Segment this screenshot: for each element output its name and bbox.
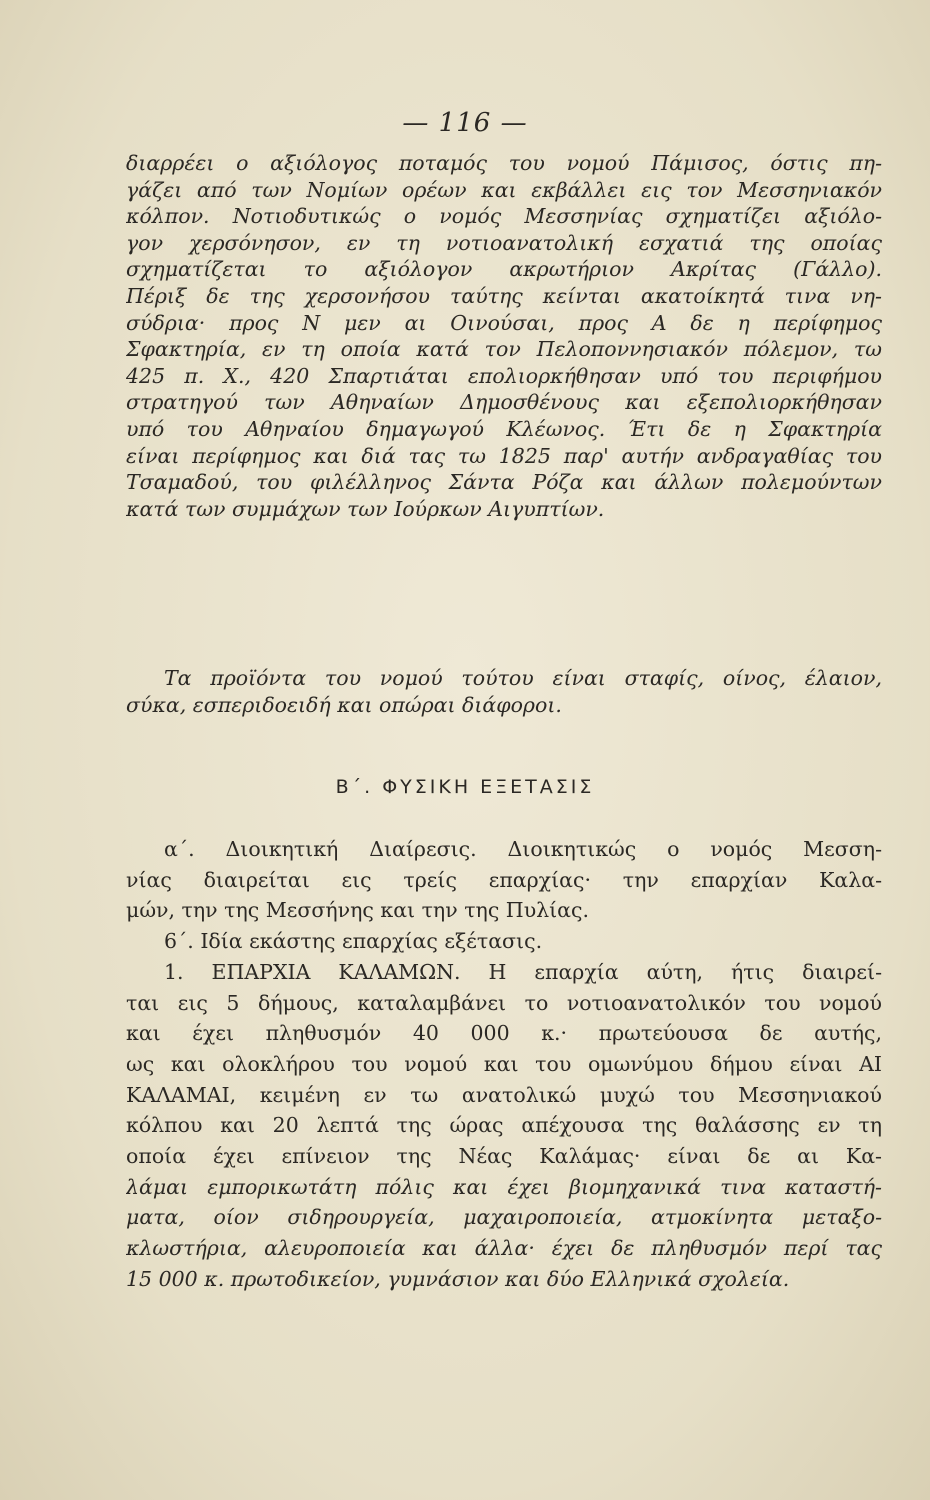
- text-line: ματα, οίον σιδηρουργεία, μαχαιροποιεία, ατμοκίνητα μεταξο-: [126, 1205, 882, 1230]
- text-line: διαρρέει ο αξιόλογος ποταμός του νομού Πάμισος, όστις πη-: [126, 151, 882, 175]
- text-line: κόλπου και 20 λεπτά της ώρας απέχουσα της θαλάσσης εν τη: [126, 1113, 882, 1138]
- page-number: — 116 —: [402, 108, 528, 138]
- text-line: σύδρια· προς Ν μεν αι Οινούσαι, προς Α δε η περίφημος: [126, 310, 882, 335]
- text-line: κόλπον. Νοτιοδυτικώς ο νομός Μεσσηνίας σχηματίζει αξιόλο-: [126, 204, 882, 229]
- text-line: γον χερσόνησον, εν τη νοτιοανατολική εσχατιά της οποίας: [126, 230, 882, 255]
- text-line: είναι περίφημος και διά τας τω 1825 παρ' αυτήν ανδραγαθίας του: [126, 443, 882, 468]
- text-line: Πέριξ δε της χερσονήσου ταύτης κείνται ακατοίκητά τινα νη-: [126, 283, 882, 308]
- text-line: 15 000 κ. πρωτοδικείον, γυμνάσιον και δύο Ελληνικά σχολεία.: [126, 1266, 790, 1291]
- text-line: Τα προϊόντα του νομού τούτου είναι σταφίς, οίνος, έλαιον,: [164, 666, 882, 690]
- text-line: σύκα, εσπεριδοειδή και οπώραι διάφοροι.: [126, 692, 562, 717]
- section-heading: Β΄. ΦΥΣΙΚΗ ΕΞΕΤΑΣΙΣ: [335, 776, 595, 798]
- text-line: γάζει από των Νομίων ορέων και εκβάλλει εις τον Μεσσηνιακόν: [126, 177, 882, 202]
- text-line: νίας διαιρείται εις τρείς επαρχίας· την επαρχίαν Καλα-: [126, 867, 882, 892]
- text-line: στρατηγού των Αθηναίων Δημοσθένους και εξεπολιορκήθησαν: [126, 390, 882, 415]
- text-line: και έχει πληθυσμόν 40 000 κ.· πρωτεύουσα δε αυτής,: [126, 1021, 882, 1046]
- section-2-body: [126, 834, 882, 1295]
- text-line: οποία έχει επίνειον της Νέας Καλάμας· είναι δε αι Κα-: [126, 1144, 882, 1169]
- paragraph-1: [126, 150, 882, 522]
- text-line: μών, την της Μεσσήνης και την της Πυλίας.: [126, 898, 590, 923]
- text-line: 1. ΕΠΑΡΧΙΑ ΚΑΛΑΜΩΝ. Η επαρχία αύτη, ήτις διαιρεί-: [164, 959, 882, 984]
- text-line: α΄. Διοικητική Διαίρεσις. Διοικητικώς ο νομός Μεσση-: [164, 837, 882, 861]
- text-line: λάμαι εμπορικωτάτη πόλις και έχει βιομηχανικά τινα καταστή-: [126, 1174, 882, 1199]
- text-line: Σφακτηρία, εν τη οποία κατά τον Πελοποννησιακόν πόλεμον, τω: [126, 337, 882, 362]
- text-line: κλωστήρια, αλευροποιεία και άλλα· έχει δε πληθυσμόν περί τας: [126, 1236, 882, 1261]
- text-line: Τσαμαδού, του φιλέλληνος Σάντα Ρόζα και άλλων πολεμούντων: [126, 470, 882, 495]
- text-line: ται εις 5 δήμους, καταλαμβάνει το νοτιοανατολικόν του νομού: [126, 990, 882, 1015]
- text-line: υπό του Αθηναίου δημαγωγού Κλέωνος. Έτι δε η Σφακτηρία: [126, 416, 882, 441]
- text-line: ΚΑΛΑΜΑΙ, κειμένη εν τω ανατολικώ μυχώ του Μεσσηνιακού: [126, 1082, 882, 1107]
- text-line: ως και ολοκλήρου του νομού και του ομωνύμου δήμου είναι ΑΙ: [126, 1051, 882, 1076]
- text-line: κατά των συμμάχων των Ιούρκων Αιγυπτίων.: [126, 496, 605, 521]
- text-line: 425 π. Χ., 420 Σπαρτιάται επολιορκήθησαν υπό του περιφήμου: [126, 363, 882, 388]
- text-line: 6΄. Ιδία εκάστης επαρχίας εξέτασις.: [164, 929, 543, 954]
- paragraph-2: [126, 665, 882, 718]
- text-line: σχηματίζεται το αξιόλογον ακρωτήριον Ακρίτας (Γάλλο).: [126, 257, 882, 282]
